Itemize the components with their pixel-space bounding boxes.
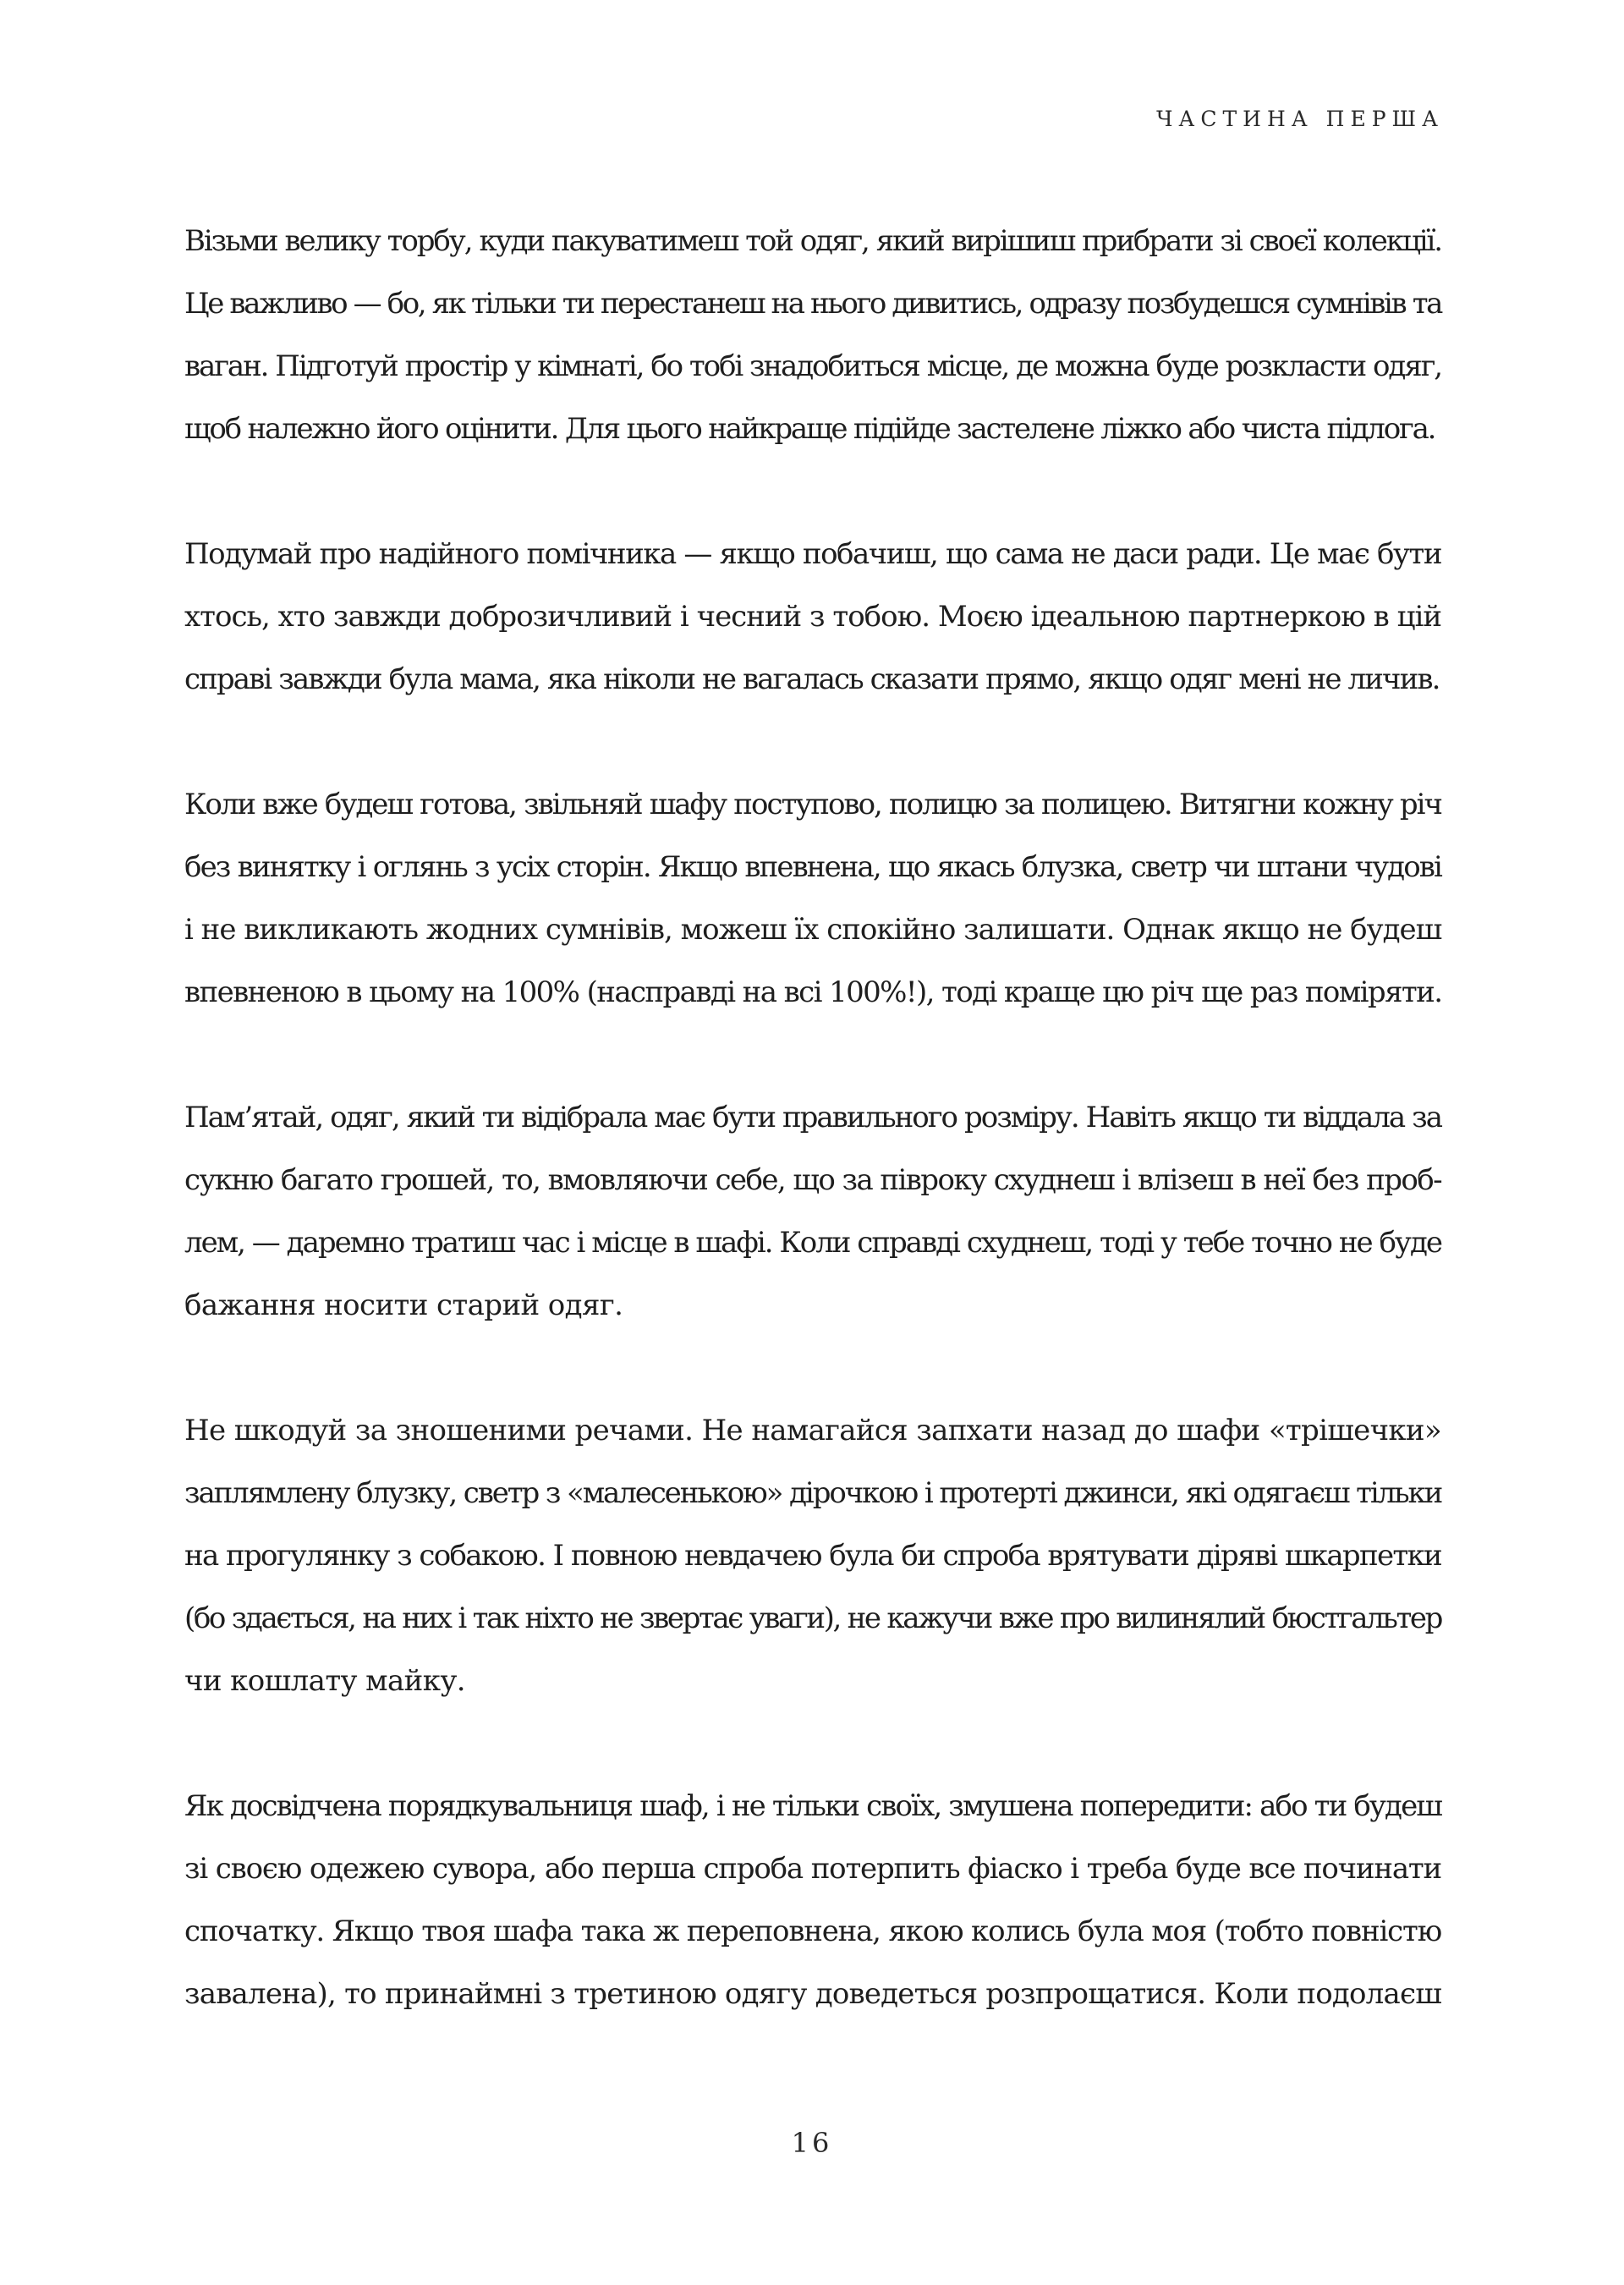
text-line: і не викликають жодних сумнівів, можеш їх спокійно залишати. Однак якщо не будеш — [184, 913, 1442, 947]
text-line: Пам’ятай, одяг, який ти відібрала має бути правильного розміру. Навіть якщо ти віддала за — [184, 1101, 1441, 1134]
text-line: завалена), то принаймні з третиною одягу доведеться розпрощатися. Коли подолаєш — [184, 1977, 1441, 2011]
text-line: чи кошлату майку. — [184, 1664, 466, 1698]
paragraph — [184, 773, 1441, 1024]
paragraph — [184, 1086, 1441, 1337]
text-line: щоб належно його оцінити. Для цього найкраще підійде застелене ліжко або чиста підлога. — [184, 412, 1435, 446]
text-line: Не шкодуй за зношеними речами. Не намагайся запхати назад до шафи «трішечки» — [184, 1414, 1441, 1447]
paragraph — [184, 210, 1441, 460]
page-number: 16 — [791, 2127, 833, 2159]
text-line: хтось, хто завжди доброзичливий і чесний з тобою. Моєю ідеальною партнеркою в цій — [184, 600, 1441, 634]
text-line: Як досвідчена порядкувальниця шаф, і не тільки своїх, змушена попередити: або ти будеш — [184, 1789, 1441, 1823]
text-line: без винятку і оглянь з усіх сторін. Якщо впевнена, що якась блузка, светр чи штани чудові — [184, 850, 1441, 884]
paragraph — [184, 1399, 1441, 1712]
text-line: справі завжди була мама, яка ніколи не вагалась сказати прямо, якщо одяг мені не личив. — [184, 662, 1440, 696]
text-line: Це важливо — бо, як тільки ти перестанеш на нього дивитись, одразу позбудешся сумнівів та — [184, 287, 1441, 321]
text-line: (бо здається, на них і так ніхто не звертає уваги), не кажучи вже про вилинялий бюстгальтер — [184, 1601, 1441, 1635]
text-line: сукню багато грошей, то, вмовляючи себе, що за півроку схуднеш і влізеш в неї без проб- — [184, 1163, 1441, 1197]
text-line: ваган. Підготуй простір у кімнаті, бо тобі знадобиться місце, де можна буде розкласти одяг, — [184, 349, 1441, 383]
text-line: Коли вже будеш готова, звільняй шафу поступово, полицю за полицею. Витягни кожну річ — [184, 788, 1441, 821]
text-line: заплямлену блузку, светр з «малесенькою» дірочкою і протерті джинси, які одягаєш тільки — [184, 1476, 1442, 1510]
text-line: лем, — даремно тратиш час і місце в шафі. Коли справді схуднеш, тоді у тебе точно не буде — [184, 1226, 1441, 1260]
text-line: Візьми велику торбу, куди пакуватимеш той одяг, який вирішиш прибрати зі своєї колекції. — [184, 224, 1441, 258]
paragraph — [184, 1775, 1441, 2025]
text-line: зі своєю одежею сувора, або перша спроба потерпить фіаско і треба буде все починати — [184, 1852, 1441, 1886]
running-header: ЧАСТИНА ПЕРША — [1156, 107, 1444, 131]
paragraph — [184, 523, 1441, 711]
text-line: на прогулянку з собакою. І повною невдачею була би спроба врятувати діряві шкарпетки — [184, 1539, 1441, 1573]
body-text — [184, 210, 1441, 2025]
text-line: впевненою в цьому на 100% (насправді на всі 100%!), тоді краще цю річ ще раз поміряти. — [184, 975, 1442, 1009]
text-line: спочатку. Якщо твоя шафа така ж переповнена, якою колись була моя (тобто повністю — [184, 1914, 1441, 1948]
text-line: Подумай про надійного помічника — якщо побачиш, що сама не даси ради. Це має бути — [184, 537, 1441, 571]
text-line: бажання носити старий одяг. — [184, 1288, 623, 1322]
